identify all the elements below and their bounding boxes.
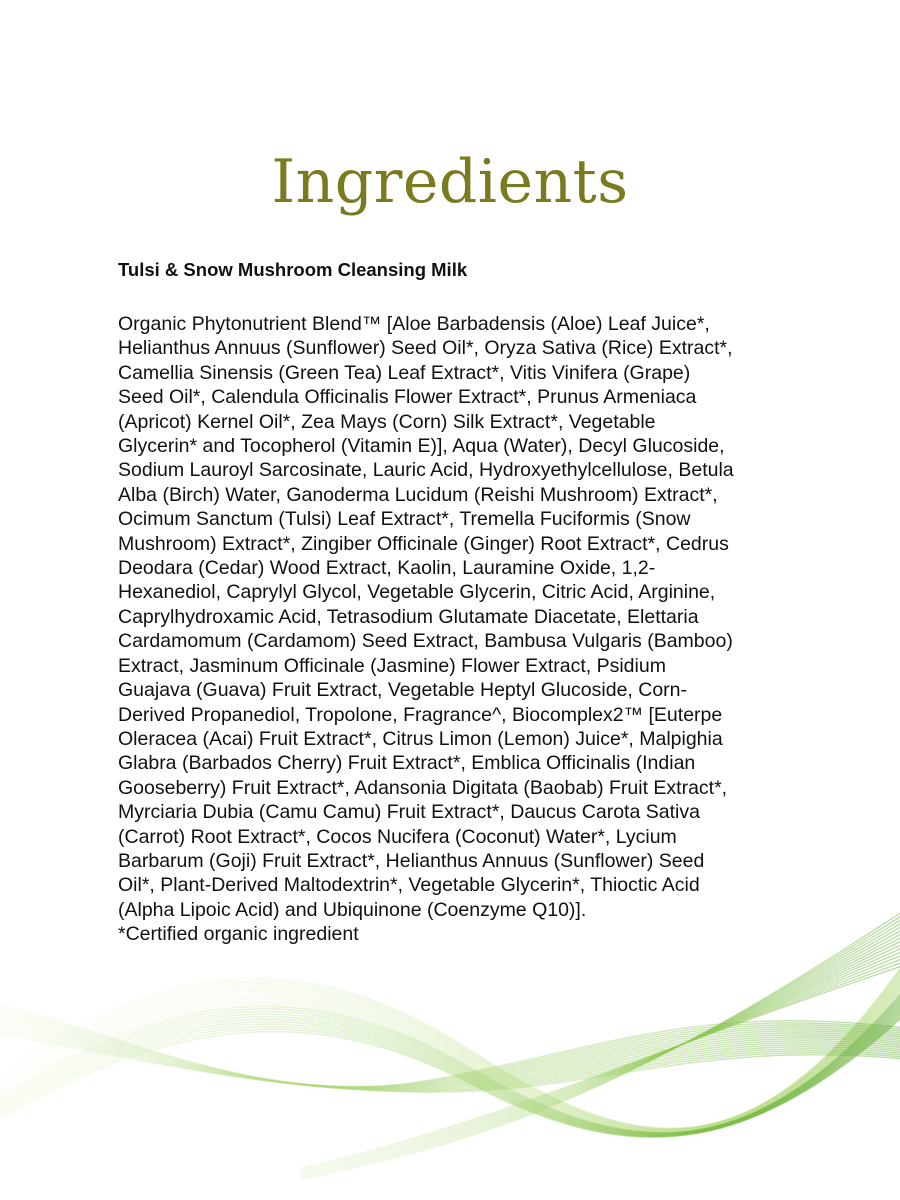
product-name: Tulsi & Snow Mushroom Cleansing Milk bbox=[118, 259, 468, 280]
ingredients-line: (Alpha Lipoic Acid) and Ubiquinone (Coenzyme Q10)]. bbox=[118, 898, 587, 921]
ingredients-line: Caprylhydroxamic Acid, Tetrasodium Glutamate Diacetate, Elettaria bbox=[118, 605, 699, 628]
ingredients-line: Seed Oil*, Calendula Officinalis Flower Extract*, Prunus Armeniaca bbox=[118, 386, 697, 409]
ingredients-line: Organic Phytonutrient Blend™ [Aloe Barbadensis (Aloe) Leaf Juice*, bbox=[118, 313, 710, 335]
ingredients-list bbox=[118, 312, 798, 922]
ingredients-line: Glabra (Barbados Cherry) Fruit Extract*, Emblica Officinalis (Indian bbox=[118, 752, 696, 775]
ingredients-line: Oil*, Plant-Derived Maltodextrin*, Vegetable Glycerin*, Thioctic Acid bbox=[118, 874, 700, 897]
ingredients-line: Hexanediol, Caprylyl Glycol, Vegetable Glycerin, Citric Acid, Arginine, bbox=[118, 581, 716, 604]
ingredients-line: Derived Propanediol, Tropolone, Fragrance^, Biocomplex2™ [Euterpe bbox=[118, 703, 723, 726]
ingredients-line: Camellia Sinensis (Green Tea) Leaf Extract*, Vitis Vinifera (Grape) bbox=[118, 361, 691, 384]
ingredients-line: Myrciaria Dubia (Camu Camu) Fruit Extract*, Daucus Carota Sativa bbox=[118, 801, 700, 824]
page-title: Ingredients bbox=[271, 147, 629, 217]
ingredients-line: Oleracea (Acai) Fruit Extract*, Citrus Limon (Lemon) Juice*, Malpighia bbox=[118, 727, 723, 750]
ingredients-line: Helianthus Annuus (Sunflower) Seed Oil*, Oryza Sativa (Rice) Extract*, bbox=[118, 337, 733, 360]
ingredients-line: Deodara (Cedar) Wood Extract, Kaolin, Lauramine Oxide, 1,2- bbox=[118, 557, 656, 580]
ingredients-line: Guajava (Guava) Fruit Extract, Vegetable Heptyl Glucoside, Corn- bbox=[118, 679, 688, 702]
ingredients-line: Alba (Birch) Water, Ganoderma Lucidum (Reishi Mushroom) Extract*, bbox=[118, 483, 718, 506]
ingredients-line: Barbarum (Goji) Fruit Extract*, Helianthus Annuus (Sunflower) Seed bbox=[118, 849, 705, 872]
ingredients-line: Glycerin* and Tocopherol (Vitamin E)], Aqua (Water), Decyl Glucoside, bbox=[118, 435, 725, 458]
wave-lines bbox=[0, 900, 900, 1180]
ingredients-line: Gooseberry) Fruit Extract*, Adansonia Digitata (Baobab) Fruit Extract*, bbox=[118, 776, 728, 799]
ingredients-line: Ocimum Sanctum (Tulsi) Leaf Extract*, Tremella Fuciformis (Snow bbox=[118, 508, 691, 531]
green-wave-ribbons-decoration bbox=[0, 880, 900, 1200]
ingredients-line: (Apricot) Kernel Oil*, Zea Mays (Corn) Silk Extract*, Vegetable bbox=[118, 410, 656, 433]
organic-footnote: *Certified organic ingredient bbox=[118, 923, 359, 946]
ingredients-line: (Carrot) Root Extract*, Cocos Nucifera (Coconut) Water*, Lycium bbox=[118, 825, 677, 848]
ingredients-line: Mushroom) Extract*, Zingiber Officinale (Ginger) Root Extract*, Cedrus bbox=[118, 532, 729, 555]
ingredients-section bbox=[118, 258, 798, 947]
ingredients-line: Cardamomum (Cardamom) Seed Extract, Bambusa Vulgaris (Bamboo) bbox=[118, 630, 733, 653]
ingredients-line: Extract, Jasminum Officinale (Jasmine) Flower Extract, Psidium bbox=[118, 654, 666, 677]
ingredients-line: Sodium Lauroyl Sarcosinate, Lauric Acid, Hydroxyethylcellulose, Betula bbox=[118, 459, 734, 482]
